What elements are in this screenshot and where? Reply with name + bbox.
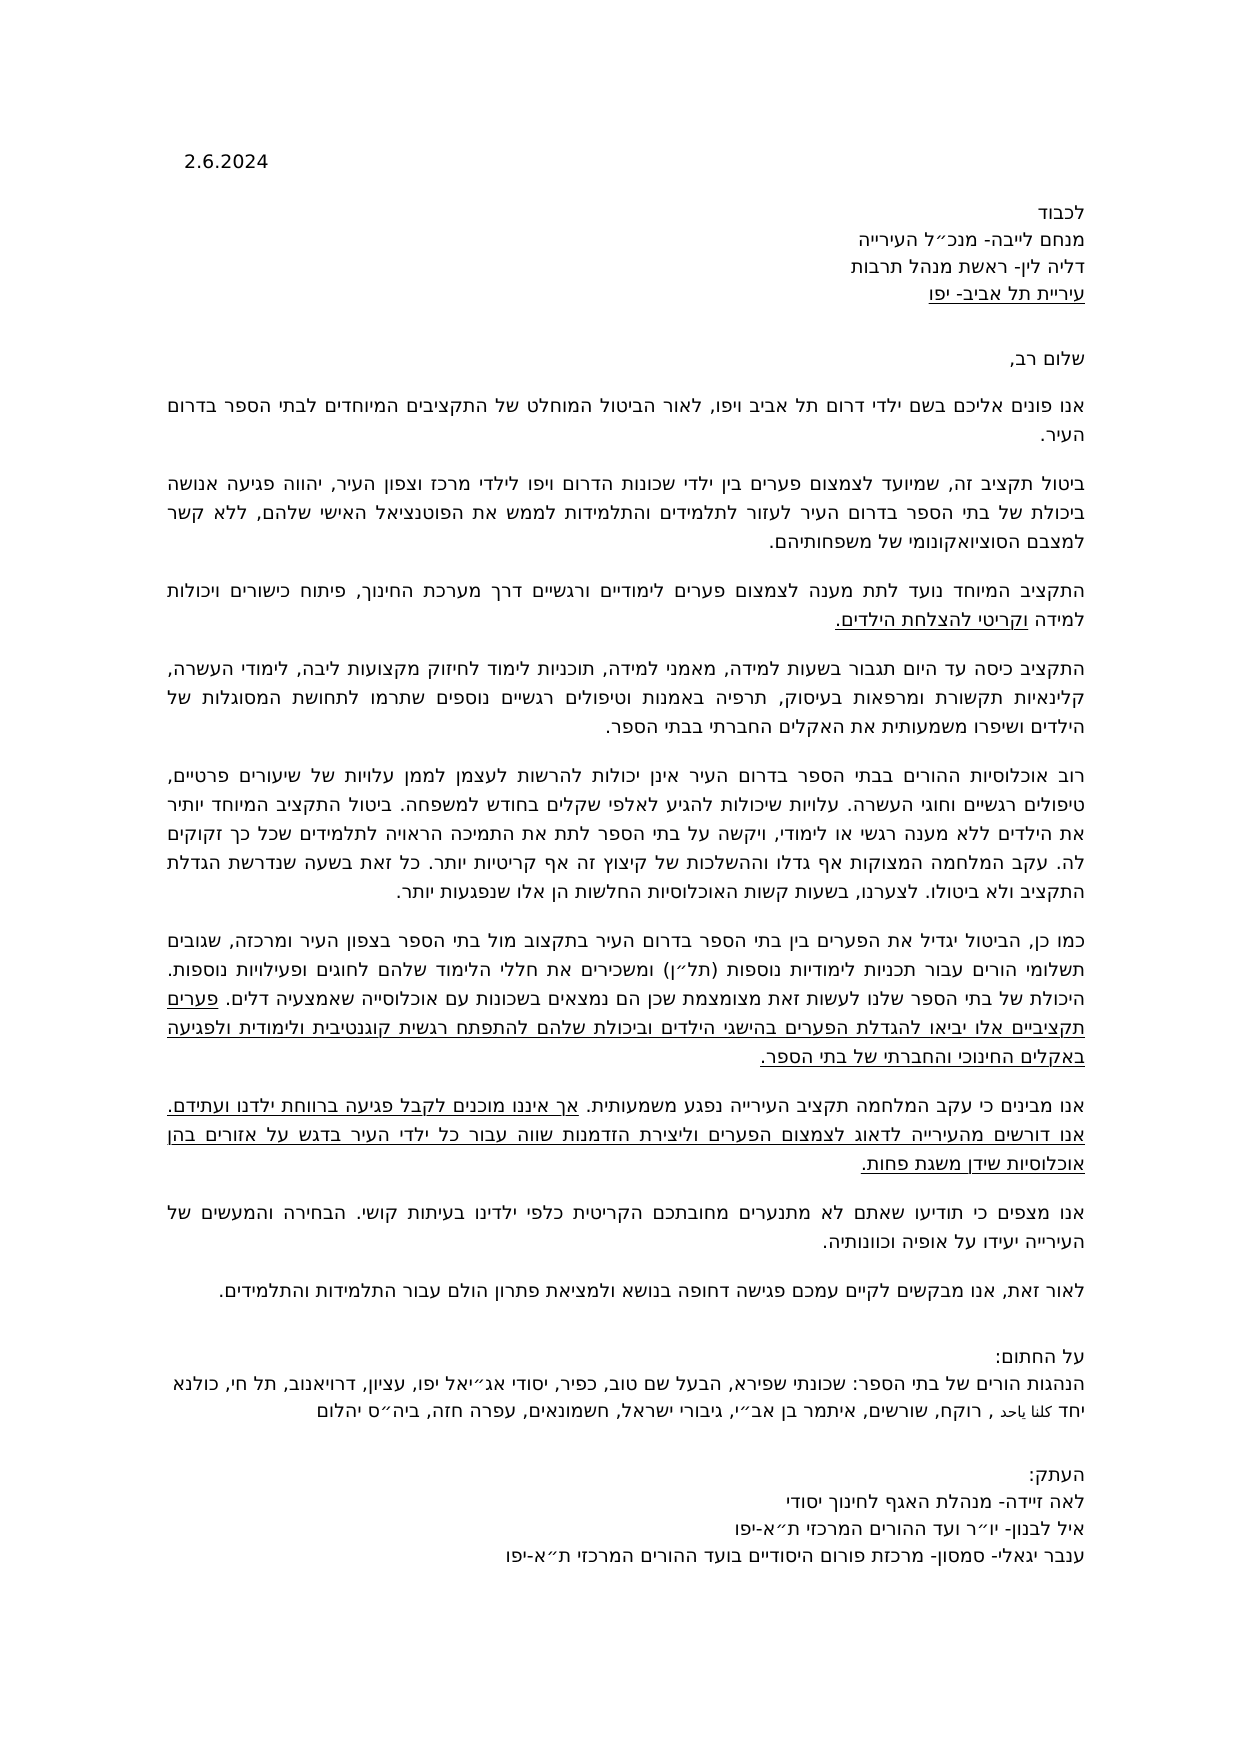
paragraph-text: התקציב כיסה עד היום תגבור בשעות למידה, מאמני למידה, תוכניות לימוד לחיזוק מקצועות ליבה, לימודי העשרה, קלינאיות תקשורת ומרפאות בעיסוק, תרפיה באמנות וטיפולים רגשיים נוספים שתרמו לתחושת המסוגלות של הילדים ושיפרו משמעותית את האקלים החברתי בבתי הספר. xyxy=(167,658,1085,738)
recipient-block xyxy=(167,200,1085,308)
recipient-name-2: דליה לין- ראשת מנהל תרבות xyxy=(850,256,1085,278)
body-paragraph-1 xyxy=(167,392,1085,450)
paragraph-text: רוב אוכלוסיות ההורים בבתי הספר בדרום העיר אינן יכולות להרשות לעצמן לממן עלויות של שיעורים פרטיים, טיפולים רגשיים וחוגי העשרה. עלויות שיכולות להגיע לאלפי שקלים בחודש למשפחה. ביטול התקציב המיוחד יותיר את הילדים ללא מענה רגשי או לימודי, ויקשה על בתי הספר לתת את התמיכה הראויה לתלמידים שכל כך זקוקים לה. עקב המלחמה המצוקות אף גדלו וההשלכות של קיצוץ זה אף קריטיות יותר. כל זאת בשעה שנדרשת הגדלת התקציב ולא ביטולו. לצערנו, בשעות קשות האוכלוסיות החלשות הן אלו שנפגעות יותר. xyxy=(167,765,1085,903)
letter-date: 2.6.2024 xyxy=(184,151,269,173)
body-paragraph-9 xyxy=(167,1277,1085,1306)
signatories-schools-start: הנהגות הורים של בתי הספר: שכונתי שפירא, הבעל שם טוב, כפיר, יסודי אג״יאל יפו, עציון, דרויאנוב, תל חי, כולנא יחד xyxy=(172,1373,1085,1422)
body-paragraph-3 xyxy=(167,577,1085,635)
underlined-text: פערים תקציביים אלו יביאו להגדלת הפערים בהישגי הילדים וביכולת שלהם להתפתח רגשית קוגנטיבית ולימודית ולפגיעה באקלים החינוכי והחברתי של בתי הספר. xyxy=(167,988,1085,1068)
signatories-text xyxy=(167,1371,1085,1426)
cc-heading: העתק: xyxy=(1028,1464,1085,1486)
body-paragraph-5 xyxy=(167,762,1085,907)
underlined-text: וקריטי להצלחת הילדים. xyxy=(835,609,1029,631)
underlined-text: אך איננו מוכנים לקבל פגיעה ברווחת ילדנו ועתידם. אנו דורשים מהעירייה לדאוג לצמצום הפערים וליצירת הזדמנות שווה עבור כל ילדי העיר בדגש על אזורים בהן אוכלוסיות שידן משגת פחות. xyxy=(167,1095,1085,1175)
recipient-honorific: לכבוד xyxy=(1037,202,1085,224)
cc-section xyxy=(167,1462,1085,1570)
body-paragraph-4 xyxy=(167,655,1085,742)
arabic-phrase: كلنا ياحد xyxy=(1000,1403,1052,1421)
body-paragraph-2 xyxy=(167,470,1085,557)
paragraph-text: התקציב המיוחד נועד לתת מענה לצמצום פערים לימודיים ורגשיים דרך מערכת החינוך, פיתוח כישורים ויכולות למידה xyxy=(167,580,1085,631)
cc-line: לאה זיידה- מנהלת האגף לחינוך יסודי xyxy=(786,1491,1085,1513)
body-paragraph-6 xyxy=(167,927,1085,1072)
body-paragraph-7 xyxy=(167,1092,1085,1179)
paragraph-text: אנו מבינים כי עקב המלחמה תקציב העירייה נפגע משמעותית. xyxy=(578,1095,1085,1117)
paragraph-text: אנו פונים אליכם בשם ילדי דרום תל אביב ויפו, לאור הביטול המוחלט של התקציבים המיוחדים לבתי הספר בדרום העיר. xyxy=(167,395,1085,446)
paragraph-text: ביטול תקציב זה, שמיועד לצמצום פערים בין ילדי שכונות הדרום ויפו לילדי מרכז וצפון העיר, יהווה פגיעה אנושה ביכולת של בתי הספר בדרום העיר לעזור לתלמידים והתלמידות לממש את הפוטנציאל האישי שלהם, ללא קשר למצבם הסוציואקונומי של משפחותיהם. xyxy=(167,473,1085,553)
body-paragraph-8 xyxy=(167,1199,1085,1257)
cc-line: ענבר יגאלי- סמסון- מרכזת פורום היסודיים בועד ההורים המרכזי ת״א-יפו xyxy=(505,1545,1085,1567)
signatories-section xyxy=(167,1344,1085,1426)
signatories-heading: על החתום: xyxy=(994,1346,1085,1368)
signatories-schools-end: , רוקח, שורשים, איתמר בן אב״י, גיבורי ישראל, חשמונאים, עפרה חזה, ביה״ס יהלום xyxy=(316,1400,1001,1422)
recipient-name-1: מנחם לייבה- מנכ״ל העירייה xyxy=(858,229,1085,251)
greeting-line: שלום רב, xyxy=(1009,348,1085,370)
paragraph-text: כמו כן, הביטול יגדיל את הפערים בין בתי הספר בדרום העיר בתקצוב מול בתי הספר בצפון העיר ומרכזה, שגובים תשלומי הורים עבור תכניות לימודיות נוספות (תל״ן) ומשכירים את חללי הלימוד שלהם לחוגים ופעילויות נוספות. היכולת של בתי הספר שלנו לעשות זאת מצומצמת שכן הם נמצאים בשכונות עם אוכלוסייה שאמצעיה דלים. xyxy=(167,930,1085,1010)
cc-line: איל לבנון- יו״ר ועד ההורים המרכזי ת״א-יפו xyxy=(734,1518,1085,1540)
paragraph-text: אנו מצפים כי תודיעו שאתם לא מתנערים מחובתכם הקריטית כלפי ילדינו בעיתות קושי. הבחירה והמעשים של העירייה יעידו על אופיה וכוונותיה. xyxy=(167,1202,1085,1253)
paragraph-text: לאור זאת, אנו מבקשים לקיים עמכם פגישה דחופה בנושא ולמציאת פתרון הולם עבור התלמידות והתלמידים. xyxy=(218,1280,1085,1302)
letter-body xyxy=(167,392,1085,1326)
recipient-organization: עיריית תל אביב- יפו xyxy=(928,283,1085,305)
